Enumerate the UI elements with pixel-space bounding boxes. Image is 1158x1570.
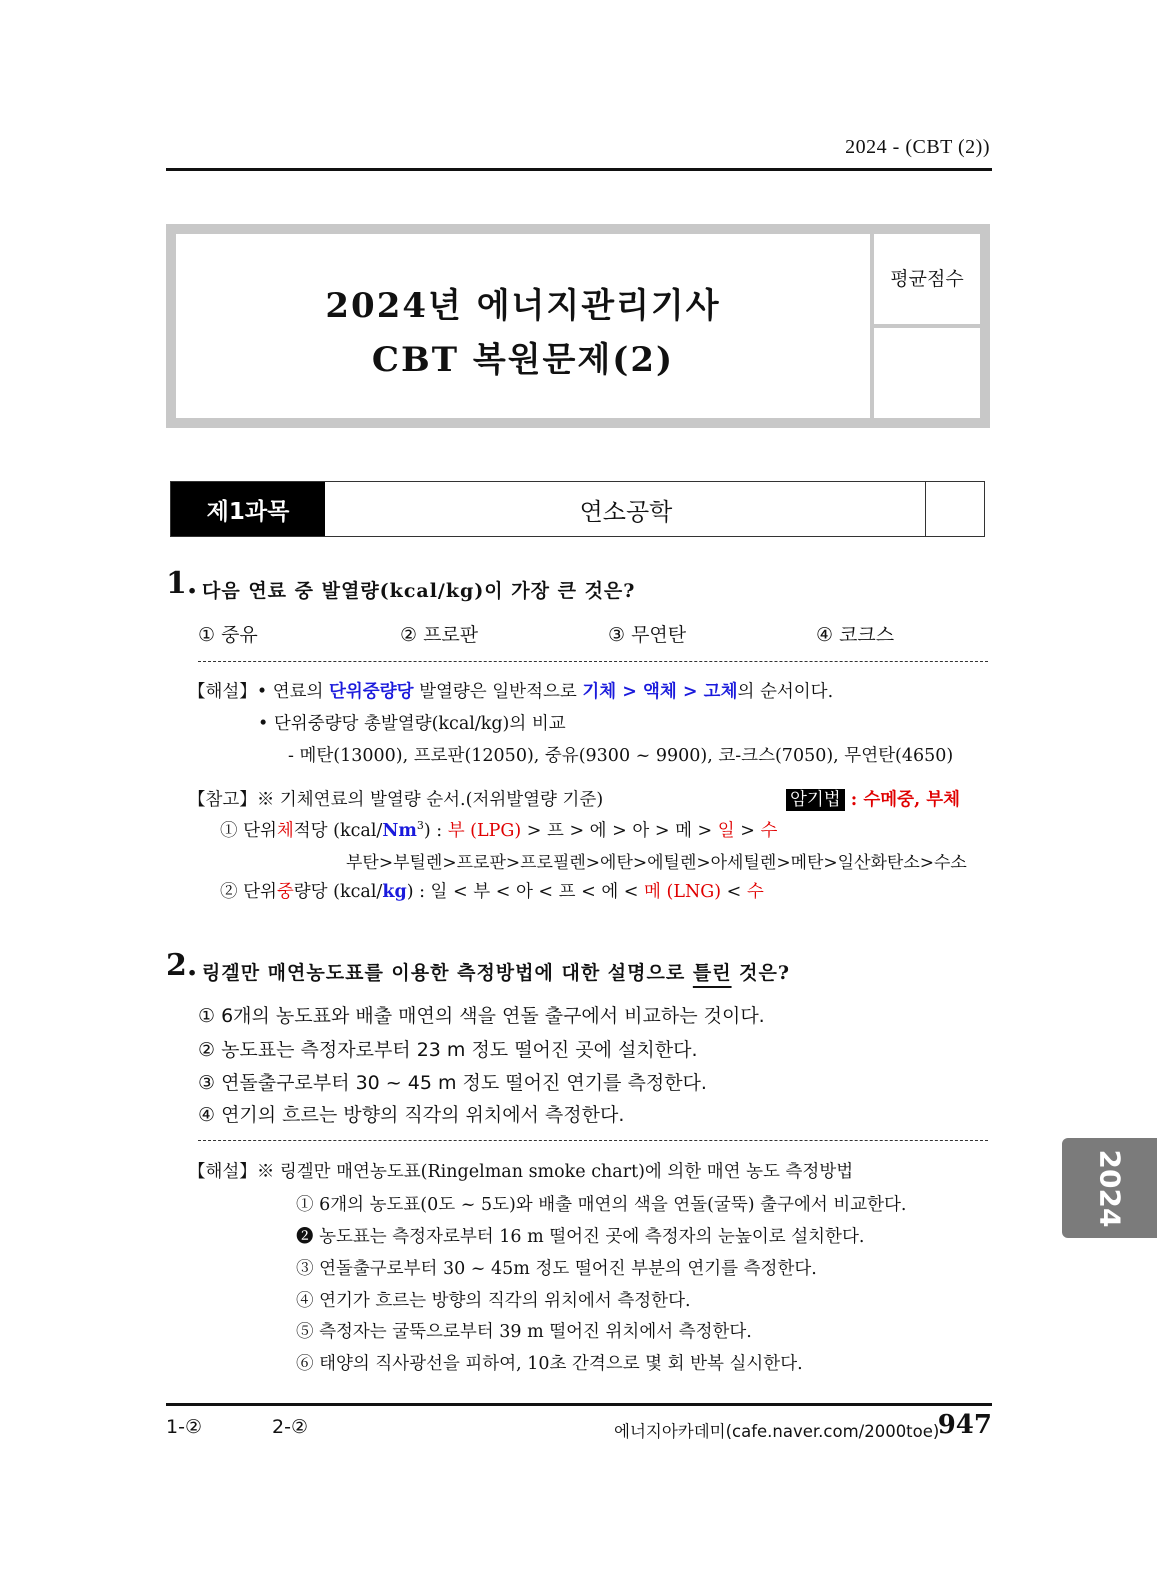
q1-explanation-line-3: - 메탄(13000), 프로판(12050), 중유(9300 ~ 9900), 코-크스(7050), 무연탄(4650) — [288, 746, 954, 766]
subject-name: 연소공학 — [579, 497, 673, 526]
q2-option-4[interactable]: ④ 연기의 흐르는 방향의 직각의 위치에서 측정한다. — [198, 1104, 625, 1126]
top-rule — [166, 168, 992, 171]
page-number: 947 — [937, 1410, 992, 1440]
q1-divider — [198, 661, 988, 662]
title-line-1: 2024년 에너지관리기사 — [325, 286, 721, 326]
q2-explanation-item-4: ④ 연기가 흐르는 방향의 직각의 위치에서 측정한다. — [296, 1291, 691, 1311]
answer-2: 2-② — [272, 1416, 308, 1438]
running-header: 2024 - (CBT (2)) — [845, 136, 990, 158]
q2-explanation-item-2: ❷ 농도표는 측정자로부터 16 m 떨어진 곳에 측정자의 눈높이로 설치한다. — [296, 1227, 865, 1247]
q1-option-1[interactable]: ① 중유 — [198, 624, 258, 646]
q2-option-2[interactable]: ② 농도표는 측정자로부터 23 m 정도 떨어진 곳에 설치한다. — [198, 1039, 698, 1061]
subject-number: 제1과목 — [171, 482, 325, 536]
question-1-text: 다음 연료 중 발열량(kcal/kg)이 가장 큰 것은? — [202, 580, 636, 602]
q2-explanation-item-1: ① 6개의 농도표(0도 ~ 5도)와 배출 매연의 색을 연돌(굴뚝) 출구에서 비교한다. — [296, 1195, 907, 1215]
mnemonic-label: 암기법 — [786, 789, 845, 811]
answer-1: 1-② — [166, 1416, 202, 1438]
q1-option-4[interactable]: ④ 코크스 — [816, 624, 895, 646]
q1-note-rank-detail: 부탄>부틸렌>프로판>프로필렌>에탄>에틸렌>아세틸렌>메탄>일산화탄소>수소 — [346, 853, 967, 873]
q2-explanation-item-3: ③ 연돌출구로부터 30 ~ 45m 정도 떨어진 부분의 연기를 측정한다. — [296, 1259, 817, 1279]
q2-explanation-item-5: ⑤ 측정자는 굴뚝으로부터 39 m 떨어진 위치에서 측정한다. — [296, 1322, 752, 1342]
score-label: 평균점수 — [890, 268, 964, 290]
year-side-tab-label: 2024 — [1093, 1149, 1126, 1227]
q2-explanation-item-6: ⑥ 태양의 직사광선을 피하여, 10초 간격으로 몇 회 반복 실시한다. — [296, 1354, 803, 1374]
question-2-text: 링겔만 매연농도표를 이용한 측정방법에 대한 설명으로 틀린 것은? — [202, 962, 791, 984]
q1-explanation-line-2: • 단위중량당 총발열량(kcal/kg)의 비교 — [258, 714, 566, 734]
note-tag: 【참고】 — [188, 790, 257, 810]
q1-note-rank-volume: ① 단위체적당 (kcal/Nm$^3$) : 부 (LPG) > 프 > 에 > 아 > 메 > 일 > 수 — [220, 819, 778, 841]
bottom-rule — [166, 1403, 992, 1406]
q1-option-3[interactable]: ③ 무연탄 — [608, 624, 687, 646]
question-1-number: 1. — [166, 566, 198, 601]
q2-divider — [198, 1140, 988, 1141]
subject-divider — [925, 482, 926, 536]
mnemonic-text: : 수메중, 부체 — [844, 790, 961, 810]
mnemonic — [786, 786, 960, 811]
explanation-tag: 【해설】 — [188, 682, 257, 702]
question-2-number: 2. — [166, 948, 198, 983]
q1-note-rank-weight: ② 단위중량당 (kcal/kg) : 일 < 부 < 아 < 프 < 에 < 메 (LNG) < 수 — [220, 882, 764, 902]
footer-site: 에너지아카데미(cafe.naver.com/2000toe) — [614, 1422, 940, 1441]
score-value-cell — [874, 328, 980, 418]
q1-note-line-1: 【참고】※ 기체연료의 발열량 순서.(저위발열량 기준) — [188, 790, 604, 810]
q2-explanation-head: 【해설】※ 링겔만 매연농도표(Ringelman smoke chart)에 의한 매연 농도 측정방법 — [188, 1162, 854, 1182]
q1-explanation-line-1: 【해설】• 연료의 단위중량당 발열량은 일반적으로 기체 > 액체 > 고체의 순서이다. — [188, 682, 834, 702]
q2-option-3[interactable]: ③ 연돌출구로부터 30 ~ 45 m 정도 떨어진 연기를 측정한다. — [198, 1072, 707, 1094]
q1-option-2[interactable]: ② 프로판 — [400, 624, 479, 646]
title-line-2: CBT 복원문제(2) — [371, 340, 675, 380]
q2-option-1[interactable]: ① 6개의 농도표와 배출 매연의 색을 연돌 출구에서 비교하는 것이다. — [198, 1005, 765, 1027]
explanation-tag: 【해설】 — [188, 1162, 257, 1182]
